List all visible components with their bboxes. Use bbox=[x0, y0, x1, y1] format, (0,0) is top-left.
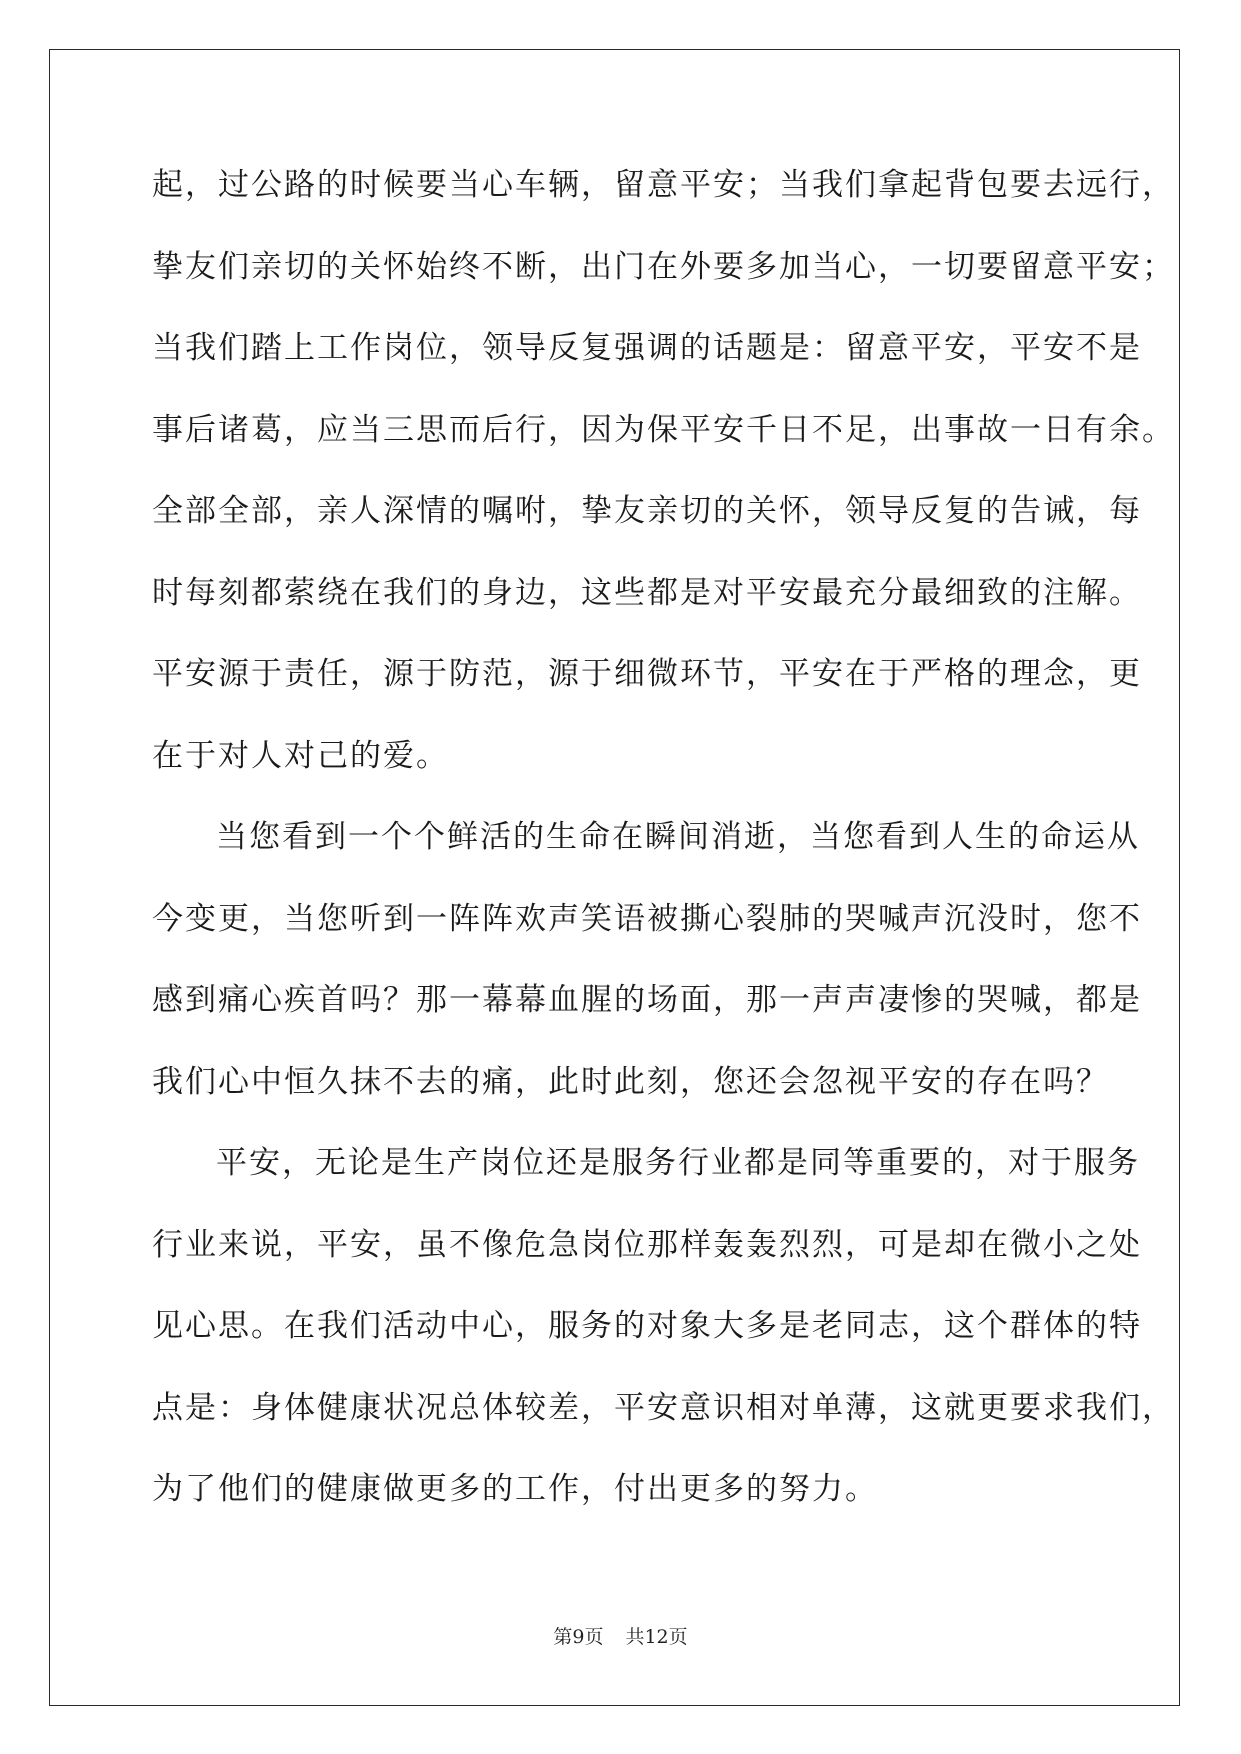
text-line: 当您看到一个个鲜活的生命在瞬间消逝，当您看到人生的命运从 bbox=[216, 819, 1140, 855]
text-line: 为了他们的健康做更多的工作，付出更多的努力。 bbox=[152, 1471, 878, 1507]
text-line: 起，过公路的时候要当心车辆，留意平安；当我们拿起背包要去远行， bbox=[152, 167, 1175, 203]
text-line: 点是：身体健康状况总体较差，平安意识相对单薄，这就更要求我们， bbox=[152, 1389, 1175, 1426]
text-line: 在于对人对己的爱。 bbox=[152, 737, 449, 774]
text-line: 行业来说，平安，虽不像危急岗位那样轰轰烈烈，可是却在微小之处 bbox=[152, 1226, 1142, 1263]
page-number-current: 第9页 bbox=[553, 1626, 604, 1648]
text-line: 全部全部，亲人深情的嘱咐，挚友亲切的关怀，领导反复的告诫，每 bbox=[152, 493, 1142, 529]
text-line: 挚友们亲切的关怀始终不断，出门在外要多加当心，一切要留意平安； bbox=[152, 248, 1175, 285]
text-line: 见心思。在我们活动中心，服务的对象大多是老同志，这个群体的特 bbox=[152, 1308, 1142, 1344]
text-line: 我们心中恒久抹不去的痛，此时此刻，您还会忽视平安的存在吗？ bbox=[152, 1063, 1109, 1100]
document-body bbox=[152, 165, 1175, 1551]
text-line: 平安，无论是生产岗位还是服务行业都是同等重要的，对于服务 bbox=[216, 1145, 1140, 1181]
text-line: 今变更，当您听到一阵阵欢声笑语被撕心裂肺的哭喊声沉没时，您不 bbox=[152, 900, 1142, 937]
text-line: 当我们踏上工作岗位，领导反复强调的话题是：留意平安，平安不是 bbox=[152, 330, 1142, 366]
page-footer bbox=[0, 1622, 1241, 1649]
text-line: 感到痛心疾首吗？那一幕幕血腥的场面，那一声声凄惨的哭喊，都是 bbox=[152, 982, 1142, 1018]
text-line: 平安源于责任，源于防范，源于细微环节，平安在于严格的理念，更 bbox=[152, 656, 1142, 692]
text-line: 事后诸葛，应当三思而后行，因为保平安千日不足，出事故一日有余。 bbox=[152, 411, 1175, 448]
text-line: 时每刻都萦绕在我们的身边，这些都是对平安最充分最细致的注解。 bbox=[152, 574, 1142, 611]
page-number-total: 共12页 bbox=[625, 1626, 688, 1648]
